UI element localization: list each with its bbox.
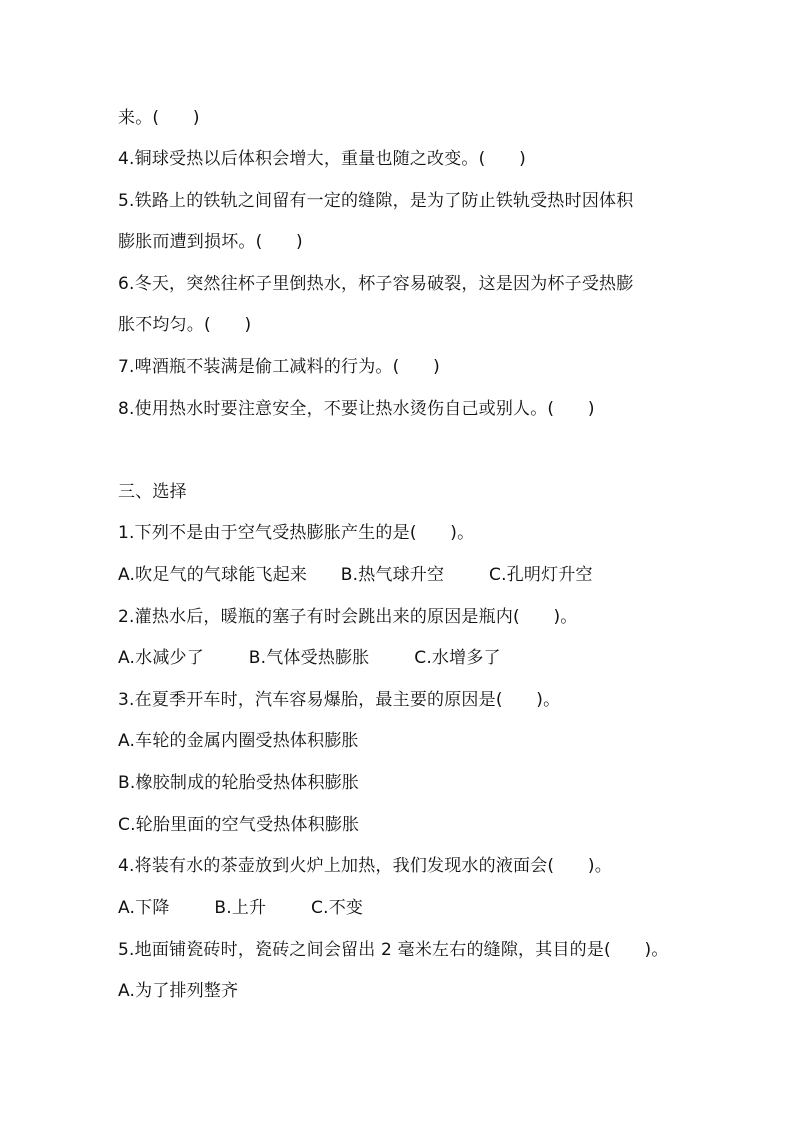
- option-3a: A.车轮的金属内圈受热体积膨胀: [118, 731, 359, 751]
- text-line: 膨胀而遭到损坏。( ): [118, 232, 303, 252]
- true-false-item-6: 6.冬天，突然往杯子里倒热水，杯子容易破裂，这是因为杯子受热膨: [118, 274, 634, 294]
- question-4: 4.将装有水的茶壶放到火炉上加热，我们发现水的液面会( )。: [118, 856, 612, 876]
- text-line: 来。( ): [118, 108, 200, 128]
- option-3b: B.橡胶制成的轮胎受热体积膨胀: [118, 773, 360, 793]
- option-3c: C.轮胎里面的空气受热体积膨胀: [118, 815, 360, 835]
- option-5a: A.为了排列整齐: [118, 981, 239, 1001]
- section-heading: 三、选择: [118, 482, 187, 502]
- question-3: 3.在夏季开车时，汽车容易爆胎，最主要的原因是( )。: [118, 690, 561, 710]
- question-5: 5.地面铺瓷砖时，瓷砖之间会留出 2 毫米左右的缝隙，其目的是( )。: [118, 940, 669, 960]
- true-false-item-5: 5.铁路上的铁轨之间留有一定的缝隙，是为了防止铁轨受热时因体积: [118, 191, 634, 211]
- true-false-item-8: 8.使用热水时要注意安全，不要让热水烫伤自己或别人。( ): [118, 399, 595, 419]
- text-line: 胀不均匀。( ): [118, 315, 252, 335]
- options-2: A.水减少了 B.气体受热膨胀 C.水增多了: [118, 648, 501, 668]
- options-1: A.吹足气的气球能飞起来 B.热气球升空 C.孔明灯升空: [118, 565, 593, 585]
- question-2: 2.灌热水后，暖瓶的塞子有时会跳出来的原因是瓶内( )。: [118, 607, 578, 627]
- question-1: 1.下列不是由于空气受热膨胀产生的是( )。: [118, 523, 475, 543]
- true-false-item-7: 7.啤酒瓶不装满是偷工减料的行为。( ): [118, 357, 440, 377]
- options-4: A.下降 B.上升 C.不变: [118, 898, 364, 918]
- true-false-item-4: 4.铜球受热以后体积会增大，重量也随之改变。( ): [118, 149, 526, 169]
